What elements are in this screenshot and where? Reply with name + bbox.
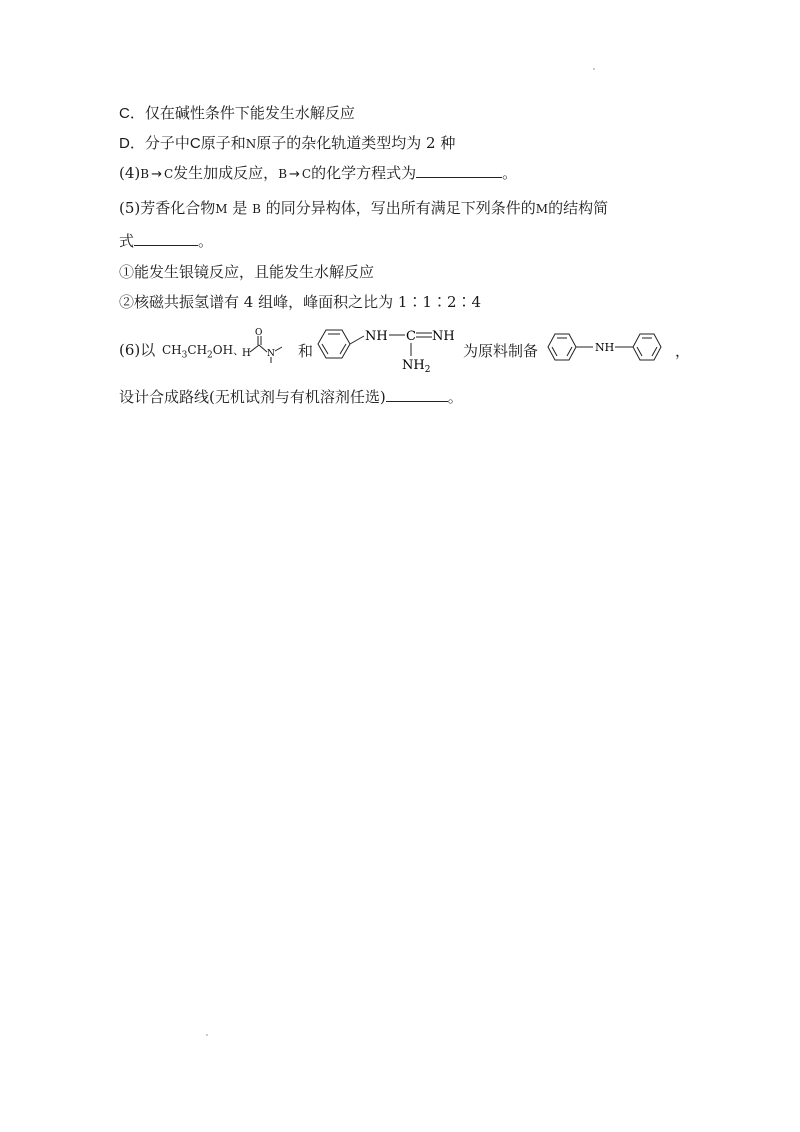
text-segment: 芳香化合物 xyxy=(140,199,216,217)
answer-blank[interactable] xyxy=(386,387,448,402)
symbol-c: C xyxy=(163,167,174,181)
text-segment: 和 xyxy=(298,342,314,360)
question-5-line2 xyxy=(119,231,213,251)
dmf-structure xyxy=(240,326,298,368)
bond xyxy=(350,336,364,344)
symbol-m: M xyxy=(215,202,228,216)
question-6 xyxy=(119,340,155,360)
question-number: (6) xyxy=(119,341,141,359)
option-letter: D． xyxy=(119,135,145,152)
symbol-m: M xyxy=(535,202,549,216)
formula-part: NH xyxy=(402,358,425,373)
option-letter: C． xyxy=(119,105,145,122)
answer-blank[interactable] xyxy=(134,231,198,246)
question-4 xyxy=(119,163,517,185)
text-segment: 的同分异构体，写出所有满足下列条件的 xyxy=(265,199,536,217)
ethanol-formula xyxy=(162,342,244,363)
ratio: 1∶1∶2∶4 xyxy=(397,293,482,311)
speck-bottom xyxy=(206,1034,208,1036)
text-segment: 的化学方程式为 xyxy=(311,164,417,182)
formula-part: OH xyxy=(212,343,234,357)
double-bond xyxy=(567,347,572,356)
text-segment: 的结构简 xyxy=(548,199,609,217)
condition-2 xyxy=(119,292,481,312)
atom-h: H xyxy=(242,348,251,359)
question-6-line2 xyxy=(119,387,463,407)
group-nh: NH xyxy=(365,329,388,344)
comma: ， xyxy=(675,342,691,360)
group-nh2 xyxy=(402,358,430,374)
atom-n: N xyxy=(267,349,275,359)
formula-part: CH xyxy=(187,343,208,357)
subscript: 2 xyxy=(207,350,213,361)
group-nh: NH xyxy=(432,329,455,344)
text-segment: 分子中 xyxy=(144,134,190,152)
double-bond xyxy=(552,347,557,356)
speck-top-right xyxy=(593,68,595,70)
arrow-icon: → xyxy=(151,167,162,182)
text-segment: 种 xyxy=(440,134,456,152)
arrow-icon: → xyxy=(289,167,300,182)
symbol-c: C xyxy=(301,167,312,181)
text-segment: 式 xyxy=(119,232,135,250)
symbol-b: B xyxy=(252,202,261,216)
symbol-b: B xyxy=(140,167,150,181)
text-segment: 设计合成路线(无机试剂与有机溶剂任选) xyxy=(119,388,386,406)
group-nh: NH xyxy=(595,341,615,354)
question-number: (5) xyxy=(119,199,141,217)
atom-o: O xyxy=(255,328,263,338)
atom-c: C xyxy=(406,329,416,344)
phenylguanidine-structure xyxy=(312,322,462,374)
bond xyxy=(275,347,282,351)
condition-text: ②核磁共振氢谱有 4 组峰，峰面积之比为 xyxy=(119,293,394,311)
bond xyxy=(259,345,267,352)
period: 。 xyxy=(502,164,518,182)
symbol-n: N xyxy=(245,137,257,151)
separator: 、 xyxy=(233,344,245,357)
symbol-b: B xyxy=(278,167,288,181)
question-5 xyxy=(119,198,608,219)
condition-1 xyxy=(119,262,374,282)
option-d xyxy=(119,133,455,154)
option-c xyxy=(119,103,355,124)
formula-part: CH xyxy=(162,343,182,357)
option-text: 仅在碱性条件下能发生水解反应 xyxy=(144,104,355,122)
period: 。 xyxy=(447,388,463,406)
text-segment: 以 xyxy=(140,341,156,359)
bond xyxy=(250,345,259,352)
double-bond xyxy=(652,347,657,356)
text-segment: 发生加成反应， xyxy=(173,164,279,182)
double-bond xyxy=(637,347,642,356)
number: 2 xyxy=(426,134,436,152)
text-segment: 原子的杂化轨道类型均为 xyxy=(256,134,422,152)
symbol-c: C xyxy=(189,135,201,152)
diphenylamine-structure xyxy=(543,330,673,366)
subscript: 2 xyxy=(424,365,431,374)
subscript: 3 xyxy=(181,350,188,361)
period: 。 xyxy=(198,232,214,250)
text-segment: 是 xyxy=(232,199,248,217)
answer-blank[interactable] xyxy=(416,163,502,178)
question-number: (4) xyxy=(119,164,141,182)
condition-text: ①能发生银镜反应，且能发生水解反应 xyxy=(119,263,375,281)
text-segment: 为原料制备 xyxy=(463,342,539,360)
text-segment: 原子和 xyxy=(200,134,246,152)
